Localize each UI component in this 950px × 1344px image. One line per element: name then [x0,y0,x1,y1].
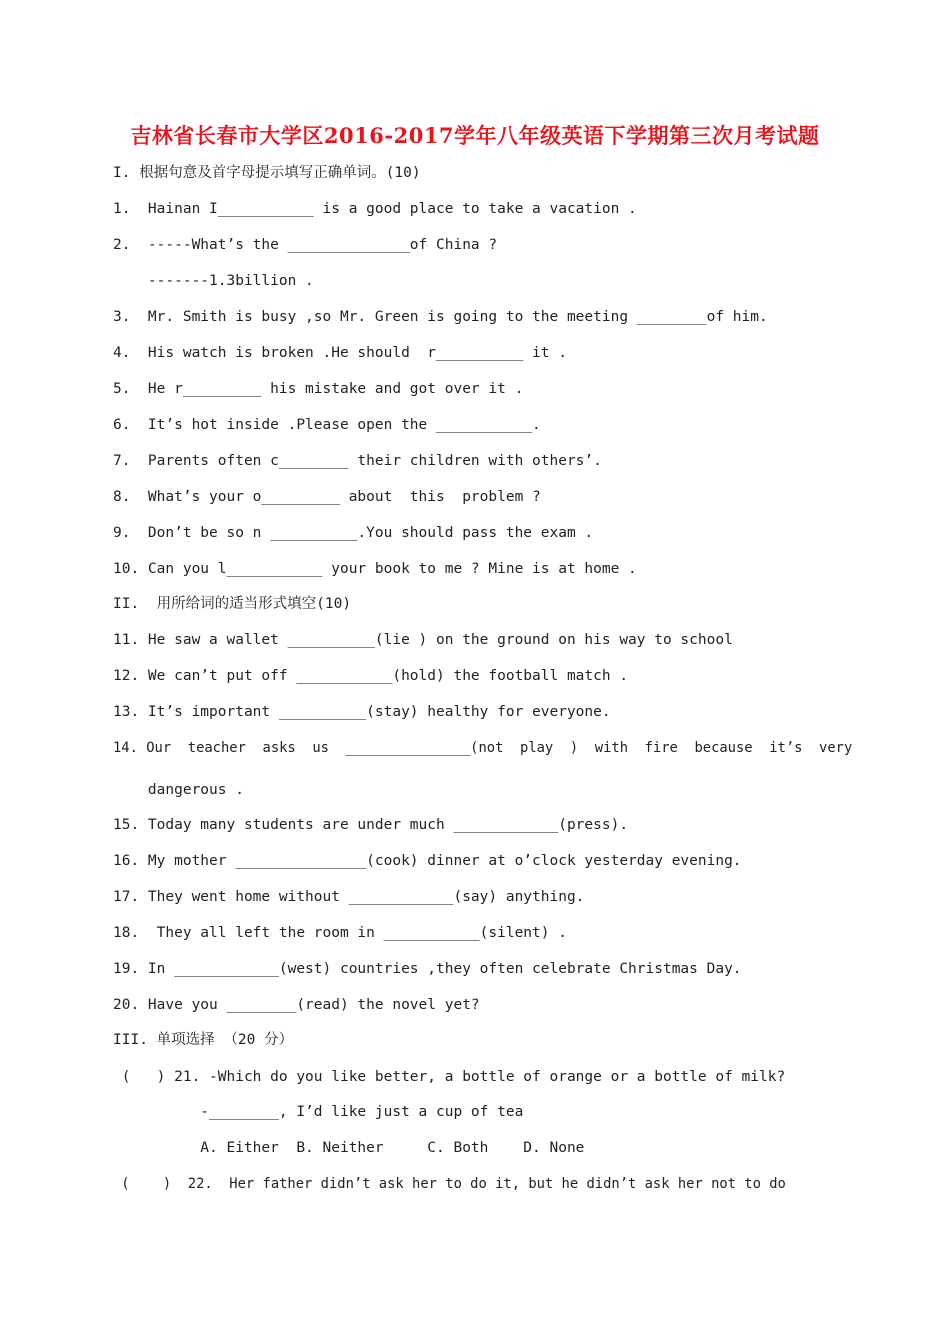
question-line: 14. Our teacher asks us _______________(not play ) with fire because it’s very [113,740,853,756]
question-line: 5. He r_________ his mistake and got over it . [113,381,524,397]
question-line: 20. Have you ________(read) the novel yet? [113,997,480,1013]
section-heading: III. 单项选择 （20 分） [113,1032,294,1048]
question-line: 18. They all left the room in ___________(silent) . [113,925,567,941]
page-title: 吉林省长春市大学区2016-2017学年八年级英语下学期第三次月考试题 [130,123,820,148]
question-line: 4. His watch is broken .He should r__________ it . [113,345,567,361]
question-line: 15. Today many students are under much ____________(press). [113,817,629,833]
question-line: 1. Hainan I___________ is a good place to take a vacation . [113,201,637,217]
question-line: -------1.3billion . [113,273,314,289]
question-line: 16. My mother _______________(cook) dinner at o’clock yesterday evening. [113,853,742,869]
question-line: 3. Mr. Smith is busy ,so Mr. Green is going to the meeting ________of him. [113,309,768,325]
question-line: 10. Can you l___________ your book to me ? Mine is at home . [113,561,637,577]
question-line: 8. What’s your o_________ about this problem ? [113,489,541,505]
section-heading: II. 用所给词的适当形式填空(10) [113,596,352,612]
question-line: ( ) 21. -Which do you like better, a bottle of orange or a bottle of milk? [113,1069,786,1085]
question-line: 2. -----What’s the ______________of China ? [113,237,498,253]
question-line: 6. It’s hot inside .Please open the ___________. [113,417,541,433]
question-line: 11. He saw a wallet __________(lie ) on the ground on his way to school [113,632,733,648]
question-line: 19. In ____________(west) countries ,they often celebrate Christmas Day. [113,961,742,977]
question-line: 9. Don’t be so n __________.You should pass the exam . [113,525,594,541]
section-heading: I. 根据句意及首字母提示填写正确单词。(10) [113,165,421,181]
answer-line: -________, I’d like just a cup of tea [113,1104,524,1120]
question-line: dangerous . [113,782,244,798]
question-line: 12. We can’t put off ___________(hold) the football match . [113,668,629,684]
question-line: 13. It’s important __________(stay) healthy for everyone. [113,704,611,720]
options-line: A. Either B. Neither C. Both D. None [113,1140,585,1156]
question-line: 17. They went home without ____________(say) anything. [113,889,585,905]
question-line: ( ) 22. Her father didn’t ask her to do it, but he didn’t ask her not to do [113,1176,786,1192]
question-line: 7. Parents often c________ their children with others’. [113,453,602,469]
